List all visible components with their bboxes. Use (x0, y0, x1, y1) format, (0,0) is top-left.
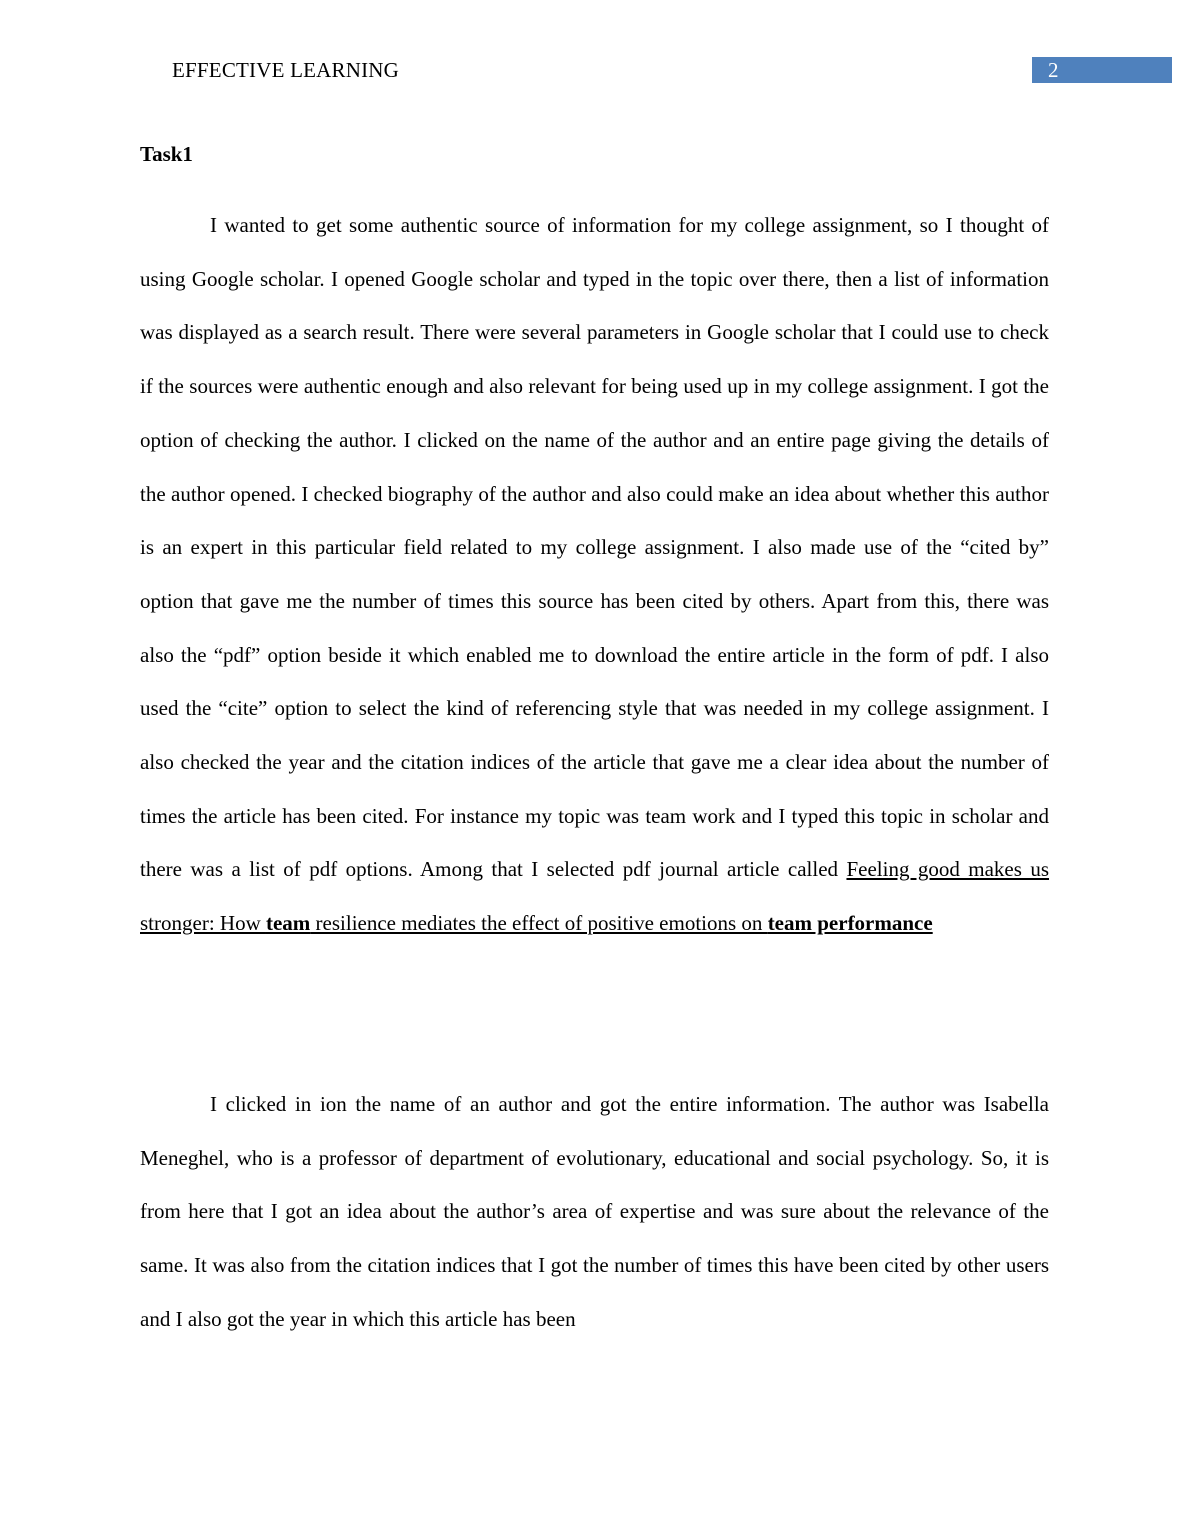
article-title-bold1: team (265, 911, 311, 936)
article-title-part2: resilience mediates the effect of positive emotions on (310, 911, 768, 936)
section-heading: Task1 (140, 142, 193, 166)
page-number: 2 (1048, 58, 1059, 82)
paragraph-1 (140, 199, 1049, 951)
page-number-box (1032, 57, 1172, 83)
article-title-part1: Feeling good makes us stronger: How (140, 857, 1050, 936)
article-title-bold2: team performance (767, 911, 933, 936)
paragraph-2: I clicked in ion the name of an author and got the entire information. The author was Isabella Meneghel, who is a professor of department of evolutionary, educational and social psychology. So, it is from here that I got an idea about the author’s area of expertise and was sure about the relevance of the same. It was also from the citation indices that I got the number of times this have been cited by other users and I also got the year in which this article has been (140, 1092, 1049, 1331)
paragraph-1-text: I wanted to get some authentic source of information for my college assignment, so I thought of using Google scholar. I opened Google scholar and typed in the topic over there, then a list of information was displayed as a search result. There were several parameters in Google scholar that I could use to check if the sources were authentic enough and also relevant for being used up in my college assignment. I got the option of checking the author. I clicked on the name of the author and an entire page giving the details of the author opened. I checked biography of the author and also could make an idea about whether this author is an expert in this particular field related to my college assignment. I also made use of the “cited by” option that gave me the number of times this source has been cited by others. Apart from this, there was also the “pdf” option beside it which enabled me to download the entire article in the form of pdf. I also used the “cite” option to select the kind of referencing style that was needed in my college assignment. I also checked the year and the citation indices of the article that gave me a clear idea about the number of times the article has been cited. For instance my topic was team work and I typed this topic in scholar and there was a list of pdf options. Among that I selected pdf journal article called (140, 213, 1049, 882)
running-head: EFFECTIVE LEARNING (172, 58, 400, 82)
